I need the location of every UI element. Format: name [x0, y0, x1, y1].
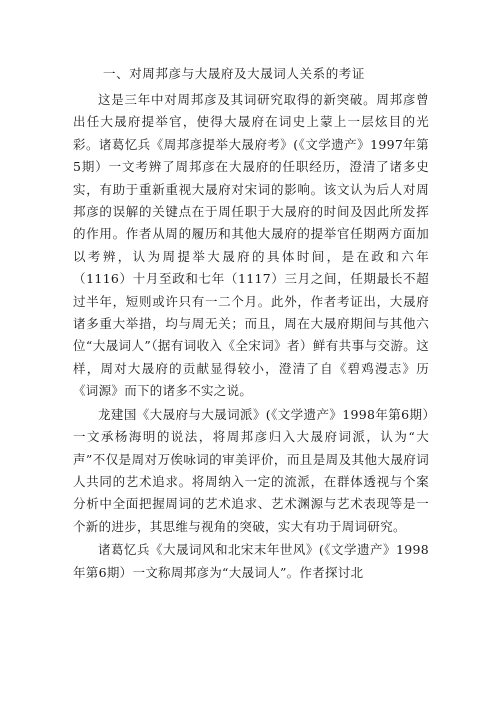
paragraph: 龙建国《大晟府与大晟词派》(《文学遗产》1998年第6期）一文承杨海明的说法，将周邦彦归入大晟府词派，认为“大声”不仅是周对万俟咏词的审美评价，而且是周及其他大晟府词人共同的艺术追求。将周纳入一定的流派，在群体透视与个案分析中全面把握周词的艺术追求、艺术渊源与艺术表现等是一个新的进步，其思维与视角的突破，实大有功于周词研究。 [73, 406, 429, 534]
paragraph: 诸葛忆兵《大晟词风和北宋末年世风》(《文学遗产》1998年第6期）一文称周邦彦为“大晟词人”。作者探讨北 [73, 542, 429, 580]
document-body [73, 89, 429, 585]
section-heading: 一、对周邦彦与大晟府及大晟词人关系的考证 [103, 66, 366, 81]
paragraph: 这是三年中对周邦彦及其词研究取得的新突破。周邦彦曾出任大晟府提举官，使得大晟府在词史上蒙上一层炫目的光彩。诸葛忆兵《周邦彦提举大晟府考》(《文学遗产》1997年第5期）一文考辨了周邦彦在大晟府的任职经历，澄清了诸多史实，有助于重新重视大晟府对宋词的影响。该文认为后人对周邦彦的误解的关键点在于周任职于大晟府的时间及因此所发挥的作用。作者从周的履历和其他大晟府的提举官任期两方面加以考辨，认为周提举大晟府的具体时间，是在政和六年（1116）十月至政和七年（1117）三月之间，任期最长不超过半年，短则或许只有一二个月。此外，作者考证出，大晟府诸多重大举措，均与周无关；而且，周在大晟府期间与其他六位“大晟词人”（据有词收入《全宋词》者）鲜有共事与交游。这样，周对大晟府的贡献显得较小，澄清了自《碧鸡漫志》历《词源》而下的诸多不实之说。 [73, 92, 429, 399]
